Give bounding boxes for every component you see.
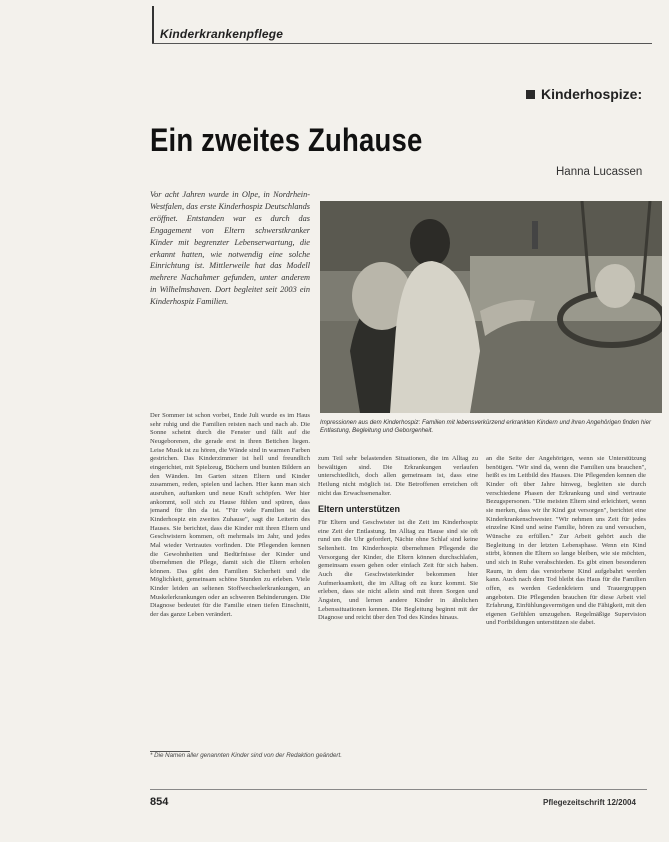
body-column-1: [150, 412, 310, 750]
lead-paragraph: Vor acht Jahren wurde in Olpe, in Nordrhein-Westfalen, das erste Kinderhospiz Deutschlands eröffnet. Entstanden war es durch das Engagement von Eltern schwerstkranker Kinder mit begrenzter Lebenserwartung, die erkannt hatten, wie notwendig eine solche Einrichtung ist. Mittlerweile hat das Modell mehrere Nachahmer gefunden, unter anderem in Wilhelmshaven. Dort begleitet seit 2003 ein Kinderhospiz Familien.: [150, 190, 310, 307]
article-photo: [320, 201, 662, 413]
article-title: Ein zweites Zuhause: [150, 122, 423, 158]
series-label: Kinderhospize:: [541, 86, 643, 102]
body-column-3: [486, 455, 646, 750]
body-column-2: [318, 455, 478, 750]
body-paragraph: Für Eltern und Geschwister ist die Zeit im Kinderhospiz eine Zeit der Entlastung. Im Alltag zu Hause sind sie oft rund um die Uhr gefordert, Nächte ohne Schlaf sind keine Seltenheit. Im Kinderhospiz übernehmen Pflegende die Versorgung der Kinder, die Eltern können durchschlafen, gemeinsam essen gehen oder einfach Zeit für sich haben. Auch die Geschwisterkinder bekommen hier Aufmerksamkeit, die im Alltag oft zu kurz kommt. Sie erleben, dass sie nicht allein sind mit ihren Sorgen und Ängsten, und lernen andere Kinder in ähnlichen Lebenssituationen kennen. Die Begleitung beginnt mit der Diagnose und reicht über den Tod des Kindes hinaus.: [318, 518, 478, 622]
magazine-issue: Pflegezeitschrift 12/2004: [543, 798, 636, 807]
page-number: 854: [150, 796, 169, 808]
author-name: Hanna Lucassen: [556, 166, 643, 178]
body-paragraph: zum Teil sehr belastenden Situationen, die im Alltag zu bewältigen sind. Die Erkrankungen verlaufen unterschiedlich, doch allen gemeinsam ist, dass eine Heilung nicht möglich ist. Die Betroffenen erreichen oft nicht das Erwachsenenalter.: [318, 455, 478, 497]
subheading: Eltern unterstützen: [318, 504, 401, 515]
section-label: Kinderkrankenpflege: [160, 27, 284, 41]
footer-rule: [150, 789, 647, 790]
header-tick: [152, 6, 154, 44]
body-paragraph: an die Seite der Angehörigen, wenn sie Unterstützung benötigen. "Wir sind da, wenn die Familien uns brauchen", heißt es im Leitbild des Hauses. Die Pflegenden kennen die Kinder oft über Jahre hinweg, begleiten sie durch verschiedene Phasen der Erkrankung und sind vertraute Bezugspersonen. "Die meisten Eltern sind erleichtert, wenn sie merken, dass wir ihr Kind gut versorgen", berichtet eine Kinderkrankenschwester. "Wir nehmen uns Zeit für jedes einzelne Kind und seine Familie, hören zu und versuchen, Wünsche zu erfüllen." Zur Arbeit gehört auch die Begleitung in der letzten Lebensphase. Wenn ein Kind stirbt, können die Eltern so lange bleiben, wie sie möchten, und sich in Ruhe verabschieden. Es gibt einen besonderen Raum, in dem das verstorbene Kind aufgebahrt werden kann. Auch nach dem Tod bleibt das Haus für die Familien offen, es werden Gedenkfeiern und Trauergruppen angeboten. Die Pflegenden brauchen für diese Arbeit viel Erfahrung, Einfühlungsvermögen und die Fähigkeit, mit den eigenen Gefühlen umzugehen. Regelmäßige Supervision und Fortbildungen unterstützen sie dabei.: [486, 455, 646, 627]
series-heading: [526, 86, 642, 102]
photo-illustration: [320, 201, 662, 413]
footnote: * Die Namen aller genannten Kinder sind von der Redaktion geändert.: [150, 752, 342, 759]
body-paragraph: Der Sommer ist schon vorbei, Ende Juli wurde es im Haus sehr ruhig und die Familien reisten nach und nach ab. Die Sonne scheint durch die Fenster und fällt auf die Neugeborenen, die gerade erst in ihren Bettchen liegen. Leise Musik ist zu hören, die Wände sind in warmen Farben gestrichen. Das Kinderzimmer ist hell und freundlich eingerichtet, mit Spielzeug, Büchern und bunten Bildern an den Wänden. Im Garten sitzen Eltern und Kinder zusammen, reden, spielen und lachen. Hier kann man sich ausruhen, auftanken und neue Kraft schöpfen. Wer hier ankommt, soll sich zu Hause fühlen und spüren, dass jemand für ihn da ist. "Für viele Familien ist das Kinderhospiz ein zweites Zuhause", sagt die Leiterin des Hauses. Sie berichtet, dass die Kinder mit ihren Eltern und Geschwistern kommen, oft mehrmals im Jahr, und jedes Mal wieder Vertrautes vorfinden. Die Pflegenden kennen die Gewohnheiten und Bedürfnisse der Kinder und übernehmen die Pflege, damit sich die Eltern erholen können. Das gibt den Familien Sicherheit und die Möglichkeit, gemeinsam schöne Stunden zu erleben. Viele Kinder leiden an seltenen Stoffwechselerkrankungen, an Muskelerkrankungen oder an schweren Behinderungen. Die Diagnose bedeutet für die Familie einen tiefen Einschnitt, der das ganze Leben verändert.: [150, 412, 310, 619]
square-bullet-icon: [526, 90, 535, 99]
photo-caption: Impressionen aus dem Kinderhospiz: Familien mit lebensverkürzend erkrankten Kindern und ihren Angehörigen finden hier Entlastung, Begleitung und Geborgenheit.: [320, 419, 652, 435]
header-rule: [152, 43, 652, 44]
